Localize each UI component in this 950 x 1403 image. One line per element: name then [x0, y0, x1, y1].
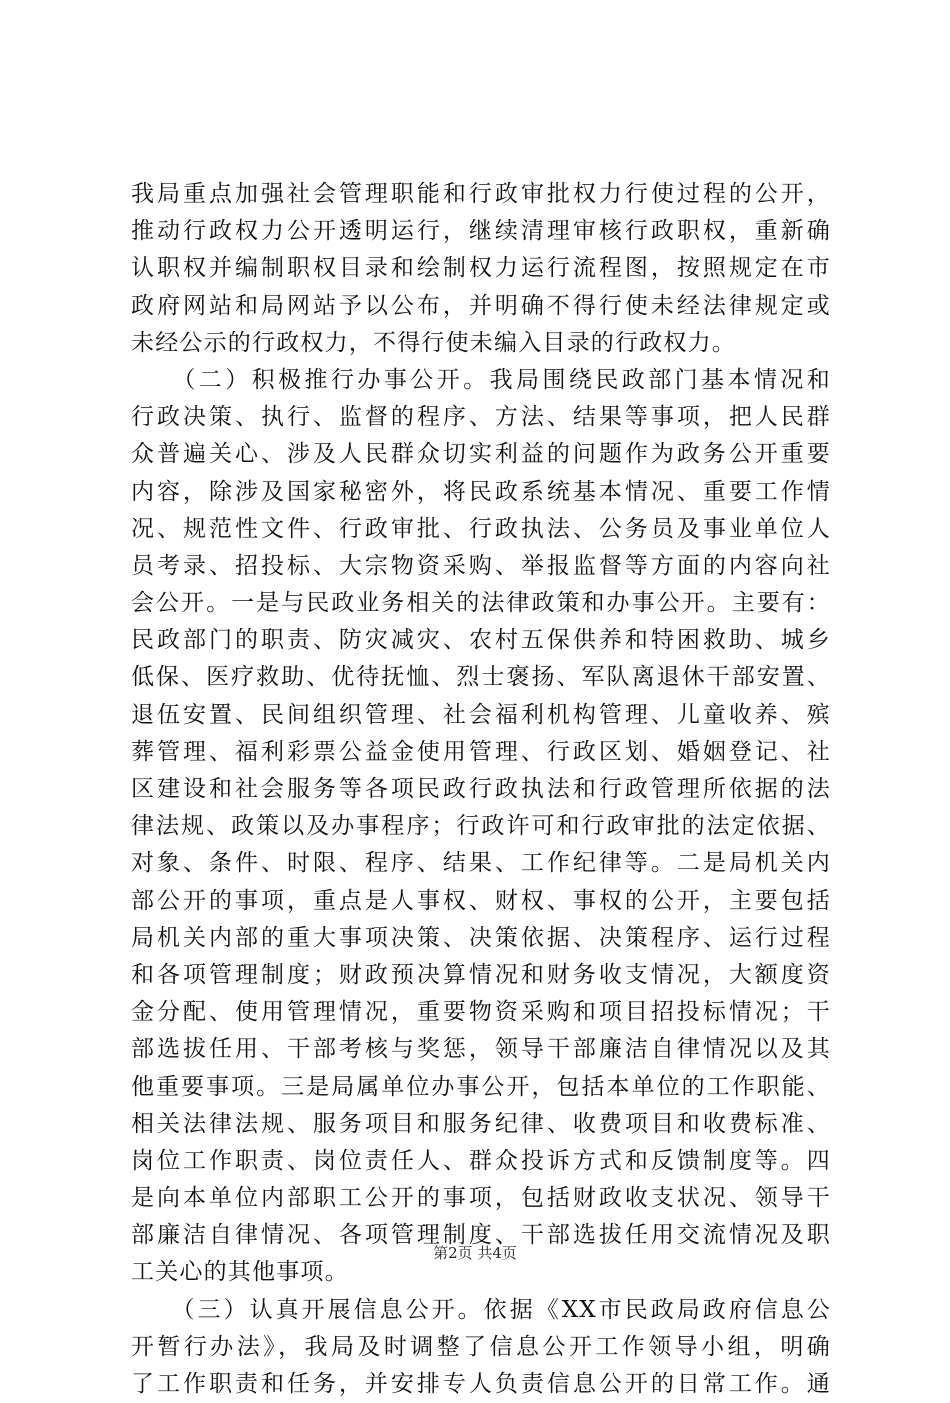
page-footer: 第2页 共4页	[433, 1244, 517, 1262]
text-line: 葬管理、福利彩票公益金使用管理、行政区划、婚姻登记、社	[131, 738, 831, 765]
text-line: 民政部门的职责、防灾减灾、农村五保供养和特困救助、城乡	[131, 627, 831, 654]
text-line: 员考录、招投标、大宗物资采购、举报监督等方面的内容向社	[131, 552, 831, 579]
text-line: 了工作职责和任务，并安排专人负责信息公开的日常工作。通	[131, 1371, 831, 1397]
document-body-text	[131, 176, 831, 1403]
text-line: 推动行政权力公开透明运行，继续清理审核行政职权，重新确	[131, 218, 831, 245]
text-line: 认职权并编制职权目录和绘制权力运行流程图，按照规定在市	[131, 255, 831, 282]
text-line: 金分配、使用管理情况，重要物资采购和项目招投标情况；干	[131, 999, 831, 1026]
text-line: 相关法律法规、服务项目和服务纪律、收费项目和收费标准、	[131, 1110, 831, 1137]
text-line: 低保、医疗救助、优待抚恤、烈士褒扬、军队离退休干部安置、	[131, 664, 831, 691]
text-line: 况、规范性文件、行政审批、行政执法、公务员及事业单位人	[131, 515, 831, 542]
text-line: （三）认真开展信息公开。依据《XX市民政局政府信息公	[131, 1296, 831, 1323]
text-line: 政府网站和局网站予以公布，并明确不得行使未经法律规定或	[131, 292, 831, 319]
text-line: 众普遍关心、涉及人民群众切实利益的问题作为政务公开重要	[131, 441, 831, 468]
text-line: 工关心的其他事项。	[131, 1259, 349, 1286]
text-line: 岗位工作职责、岗位责任人、群众投诉方式和反馈制度等。四	[131, 1147, 831, 1174]
text-line: 退伍安置、民间组织管理、社会福利机构管理、儿童收养、殡	[131, 701, 831, 728]
text-line: 我局重点加强社会管理职能和行政审批权力行使过程的公开，	[131, 181, 831, 207]
text-line: 部公开的事项，重点是人事权、财权、事权的公开，主要包括	[131, 887, 831, 914]
text-line: 行政决策、执行、监督的程序、方法、结果等事项，把人民群	[131, 404, 831, 431]
text-line: （二）积极推行办事公开。我局围绕民政部门基本情况和	[131, 366, 831, 393]
text-line: 和各项管理制度；财政预决算情况和财务收支情况，大额度资	[131, 961, 831, 988]
text-line: 局机关内部的重大事项决策、决策依据、决策程序、运行过程	[131, 924, 831, 951]
text-line: 律法规、政策以及办事程序；行政许可和行政审批的法定依据、	[131, 813, 831, 840]
text-line: 未经公示的行政权力，不得行使未编入目录的行政权力。	[131, 329, 736, 356]
text-line: 区建设和社会服务等各项民政行政执法和行政管理所依据的法	[131, 776, 831, 802]
text-line: 部廉洁自律情况、各项管理制度、干部选拔任用交流情况及职	[131, 1222, 831, 1249]
text-line: 对象、条件、时限、程序、结果、工作纪律等。二是局机关内	[131, 850, 831, 877]
text-line: 他重要事项。三是局属单位办事公开，包括本单位的工作职能、	[131, 1073, 831, 1100]
text-line: 开暂行办法》，我局及时调整了信息公开工作领导小组，明确	[131, 1333, 831, 1360]
text-line: 是向本单位内部职工公开的事项，包括财政收支状况、领导干	[131, 1185, 831, 1212]
text-line: 部选拔任用、干部考核与奖惩，领导干部廉洁自律情况以及其	[131, 1036, 831, 1063]
text-line: 内容，除涉及国家秘密外，将民政系统基本情况、重要工作情	[131, 478, 831, 505]
text-line: 会公开。一是与民政业务相关的法律政策和办事公开。主要有：	[131, 590, 831, 617]
